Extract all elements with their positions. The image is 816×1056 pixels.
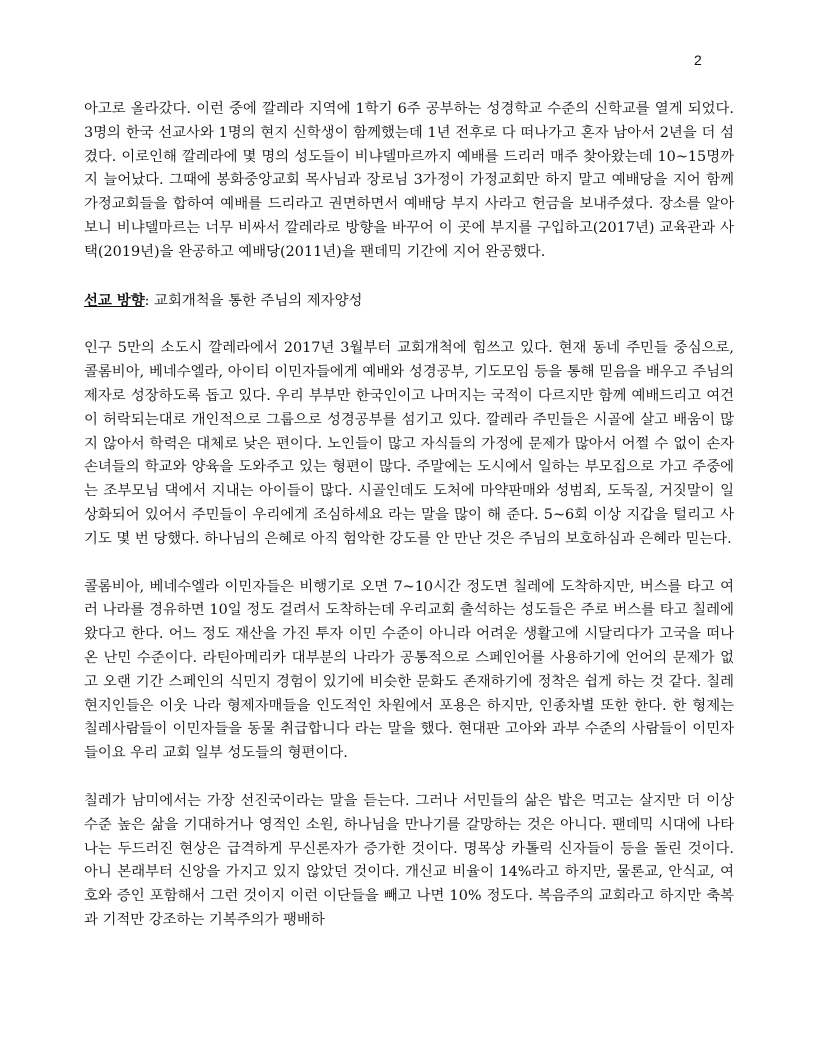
paragraph-2: 인구 5만의 소도시 깔레라에서 2017년 3월부터 교회개척에 힘쓰고 있다. 현재 동네 주민들 중심으로, 콜롬비아, 베네수엘라, 아이티 이민자들에게 예배와 성경공부, 기도모임 등을 통해 믿음을 배우고 주님의 제자로 성장하도록 돕고 있다. 우리 부부만 한국인이고 나머지는 국적이 다르지만 함께 예배드리고 여건이 허락되는대로 개인적으로 그룹으로 성경공부를 섬기고 있다. 깔레라 주민들은 시골에 살고 배움이 많지 않아서 학력은 대체로 낮은 편이다. 노인들이 많고 자식들의 가정에 문제가 많아서 어쩔 수 없이 손자 손녀들의 학교와 양육을 도와주고 있는 형편이 많다. 주말에는 도시에서 일하는 부모집으로 가고 주중에는 조부모님 댁에서 지내는 아이들이 많다. 시골인데도 도처에 마약판매와 성범죄, 도둑질, 거짓말이 일상화되어 있어서 주민들이 우리에게 조심하세요 라는 말을 많이 해 준다. 5~6회 이상 지갑을 털리고 사기도 몇 번 당했다. 하나님의 은혜로 아직 험악한 강도를 안 만난 것은 주님의 보호하심과 은혜라 믿는다. [84,340,734,547]
page-number: 2 [694,52,702,68]
section-heading [84,289,734,314]
document-body [84,98,734,933]
paragraph-4: 칠레가 남미에서는 가장 선진국이라는 말을 듣는다. 그러나 서민들의 삶은 밥은 먹고는 살지만 더 이상 수준 높은 삶을 기대하거나 영적인 소원, 하나님을 만나기를 갈망하는 것은 아니다. 팬데믹 시대에 나타나는 두드러진 현상은 급격하게 무신론자가 증가한 것이다. 명목상 카톨릭 신자들이 등을 돌린 것이다. 아니 본래부터 신앙을 가지고 있지 않았던 것이다. 개신교 비율이 14%라고 하지만, 물론교, 안식교, 여호와 증인 포함해서 그런 것이지 이런 이단들을 빼고 나면 10% 정도다. 복음주의 교회라고 하지만 축복과 기적만 강조하는 기복주의가 팽배하 [84,792,734,928]
paragraph-gap [84,552,734,576]
paragraph-3: 콜롬비아, 베네수엘라 이민자들은 비행기로 오면 7~10시간 정도면 칠레에 도착하지만, 버스를 타고 여러 나라를 경유하면 10일 정도 걸려서 도착하는데 우리교회 출석하는 성도들은 주로 버스를 타고 칠레에 왔다고 한다. 어느 정도 재산을 가진 투자 이민 수준이 아니라 어려운 생활고에 시달리다가 고국을 떠나온 난민 수준이다. 라틴아메리카 대부분의 나라가 공통적으로 스페인어를 사용하기에 언어의 문제가 없고 오랜 기간 스페인의 식민지 경험이 있기에 비슷한 문화도 존재하기에 정착은 쉽게 하는 것 같다. 칠레 현지인들은 이웃 나라 형제자매들을 인도적인 차원에서 포용은 하지만, 인종차별 또한 한다. 한 형제는 칠레사람들이 이민자들을 동물 취급합니다 라는 말을 했다. 현대판 고아와 과부 수준의 사람들이 이민자들이요 우리 교회 일부 성도들의 형편이다. [84,578,734,762]
paragraph-gap [84,766,734,790]
section-heading-label: 선교 방향 [84,291,145,309]
section-heading-text: : 교회개척을 통한 주님의 제자양성 [144,292,363,309]
paragraph-1: 아고로 올라갔다. 이런 중에 깔레라 지역에 1학기 6주 공부하는 성경학교 수준의 신학교를 열게 되었다. 3명의 한국 선교사와 1명의 현지 신학생이 함께했는데 1년 전후로 다 떠나가고 혼자 남아서 2년을 더 섬겼다. 이로인해 깔레라에 몇 명의 성도들이 비냐델마르까지 예배를 드리러 매주 찾아왔는데 10~15명까지 늘어났다. 그때에 봉화중앙교회 목사님과 장로님 3가정이 가정교회만 하지 말고 예배당을 지어 함께 가정교회들을 합하여 예배를 드리라고 권면하면서 예배당 부지 사라고 헌금을 보내주셨다. 장소를 알아보니 비냐델마르는 너무 비싸서 깔레라로 방향을 바꾸어 이 곳에 부지를 구입하고(2017년) 교육관과 사택(2019년)을 완공하고 예배당(2011년)을 팬데믹 기간에 지어 완공했다. [84,101,734,260]
